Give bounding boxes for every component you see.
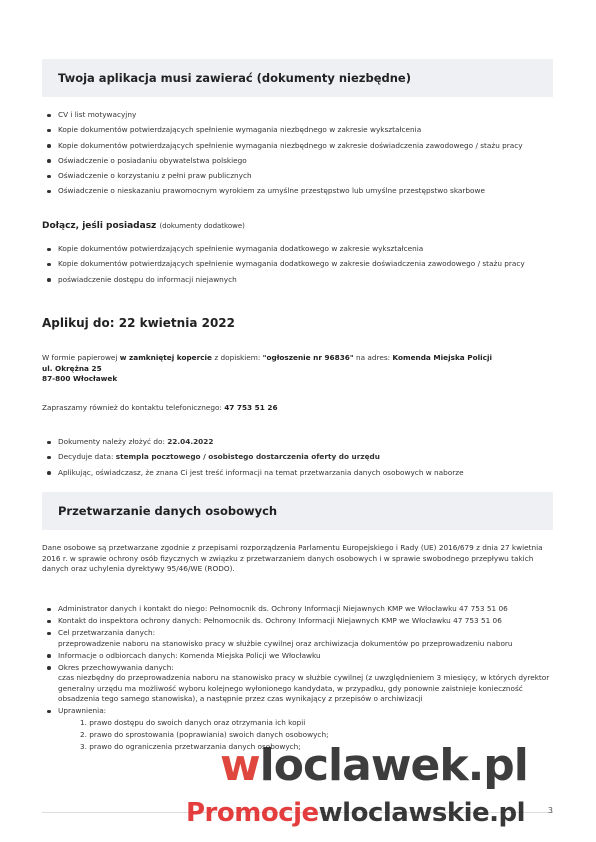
text-span: na adres: bbox=[353, 353, 393, 362]
section-title: Przetwarzanie danych osobowych bbox=[58, 504, 278, 518]
additional-documents-list bbox=[42, 244, 557, 290]
required-documents-list bbox=[42, 110, 557, 202]
phone-number: 47 753 51 26 bbox=[224, 403, 278, 412]
phone-contact bbox=[42, 403, 557, 414]
additional-documents-heading bbox=[42, 221, 245, 231]
section-header-required-documents bbox=[42, 59, 553, 97]
list-item: Informacje o odbiorcach danych: Komenda Miejska Policji we Włocławku bbox=[42, 651, 557, 662]
text-bold: w zamkniętej kopercie bbox=[119, 353, 212, 362]
text-span: W formie papierowej bbox=[42, 353, 120, 362]
rights-item: 2. prawo do sprostowania (poprawiania) swoich danych osobowych; bbox=[80, 729, 329, 739]
address-line-1: Komenda Miejska Policji bbox=[392, 353, 492, 362]
apply-details-list bbox=[42, 437, 557, 483]
gdpr-intro: Dane osobowe są przetwarzane zgodnie z przepisami rozporządzenia Parlamentu Europejskiego i Rady (UE) 2016/679 z dnia 27 kwietnia 2016 r. w sprawie ochrony osób fizycznych w związku z przetwarzaniem danych osobowych i w sprawie swobodnego przepływu takich danych oraz uchylenia dyrektywy 95/46/WE (RODO). bbox=[42, 543, 543, 573]
apply-deadline-heading: Aplikuj do: 22 kwietnia 2022 bbox=[42, 316, 235, 330]
list-item: Oświadczenie o korzystaniu z pełni praw publicznych bbox=[42, 171, 557, 182]
address-line-2: ul. Okrężna 25 bbox=[42, 363, 102, 373]
text-bold: "ogłoszenie nr 96836" bbox=[262, 353, 354, 362]
list-item: Oświadczenie o nieskazaniu prawomocnym wyrokiem za umyślne przestępstwo lub umyślne przestępstwo skarbowe bbox=[42, 186, 557, 197]
list-item: Okres przechowywania danych: czas niezbędny do przeprowadzenia naboru na stanowisko pracy w służbie cywilnej (z uwzględnieniem 3 miesięcy, w których dyrektor generalny urzędu ma możliwość wyboru kolejnego wyłonionego kandydata, w przypadku, gdy ponownie zaistnieje konieczność obsadzenia tego samego stanowiska), a następnie przez czas wynikający z przepisów o archiwizacji bbox=[42, 663, 557, 705]
subhead-note: (dokumenty dodatkowe) bbox=[159, 222, 245, 230]
list-item: poświadczenie dostępu do informacji niejawnych bbox=[42, 275, 557, 286]
address-line-3: 87-800 Włocławek bbox=[42, 374, 118, 383]
list-item: Dokumenty należy złożyć do: 22.04.2022 bbox=[42, 437, 557, 448]
list-item: Aplikując, oświadczasz, że znana Ci jest treść informacji na temat przetwarzania danych osobowych w naborze bbox=[42, 468, 557, 479]
list-item: Kopie dokumentów potwierdzających spełnienie wymagania niezbędnego w zakresie wykształcenia bbox=[42, 125, 557, 136]
watermark-promocje-logo: Promocjewloclawskie.pl bbox=[186, 798, 526, 828]
section-title: Twoja aplikacja musi zawierać (dokumenty niezbędne) bbox=[58, 71, 411, 85]
list-item: Kopie dokumentów potwierdzających spełnienie wymagania niezbędnego w zakresie doświadczenia zawodowego / stażu pracy bbox=[42, 141, 557, 152]
text-span: z dopiskiem: bbox=[212, 353, 263, 362]
rights-label: Uprawnienia: bbox=[58, 706, 107, 715]
section-header-personal-data bbox=[42, 492, 553, 530]
list-item: Kopie dokumentów potwierdzających spełnienie wymagania dodatkowego w zakresie doświadczenia zawodowego / stażu pracy bbox=[42, 259, 557, 270]
gdpr-list bbox=[42, 604, 557, 754]
list-item: Cel przetwarzania danych: przeprowadzenie naboru na stanowisko pracy w służbie cywilnej oraz archiwizacja dokumentów po przeprowadzeniu naboru bbox=[42, 628, 557, 649]
list-item: CV i list motywacyjny bbox=[42, 110, 557, 121]
list-item: Decyduje data: stempla pocztowego / osobistego dostarczenia oferty do urzędu bbox=[42, 452, 557, 463]
list-item: Administrator danych i kontakt do niego: Pełnomocnik ds. Ochrony Informacji Niejawnych KMP we Włocławku 47 753 51 06 bbox=[42, 604, 557, 615]
list-item: Kontakt do inspektora ochrony danych: Pełnomocnik ds. Ochrony Informacji Niejawnych KMP we Włocławku 47 753 51 06 bbox=[42, 616, 557, 627]
page-number: 3 bbox=[547, 806, 553, 815]
rights-item: 3. prawo do ograniczenia przetwarzania danych osobowych; bbox=[80, 741, 301, 751]
list-item: Kopie dokumentów potwierdzających spełnienie wymagania dodatkowego w zakresie wykształcenia bbox=[42, 244, 557, 255]
rights-item: 1. prawo dostępu do swoich danych oraz otrzymania ich kopii bbox=[80, 717, 306, 727]
subhead-title: Dołącz, jeśli posiadasz bbox=[42, 221, 157, 231]
watermark-wloclawek-logo: wloclawek.pl bbox=[220, 740, 528, 791]
list-item: Oświadczenie o posiadaniu obywatelstwa polskiego bbox=[42, 156, 557, 167]
phone-label: Zapraszamy również do kontaktu telefonicznego: bbox=[42, 403, 225, 412]
apply-instructions bbox=[42, 353, 557, 385]
